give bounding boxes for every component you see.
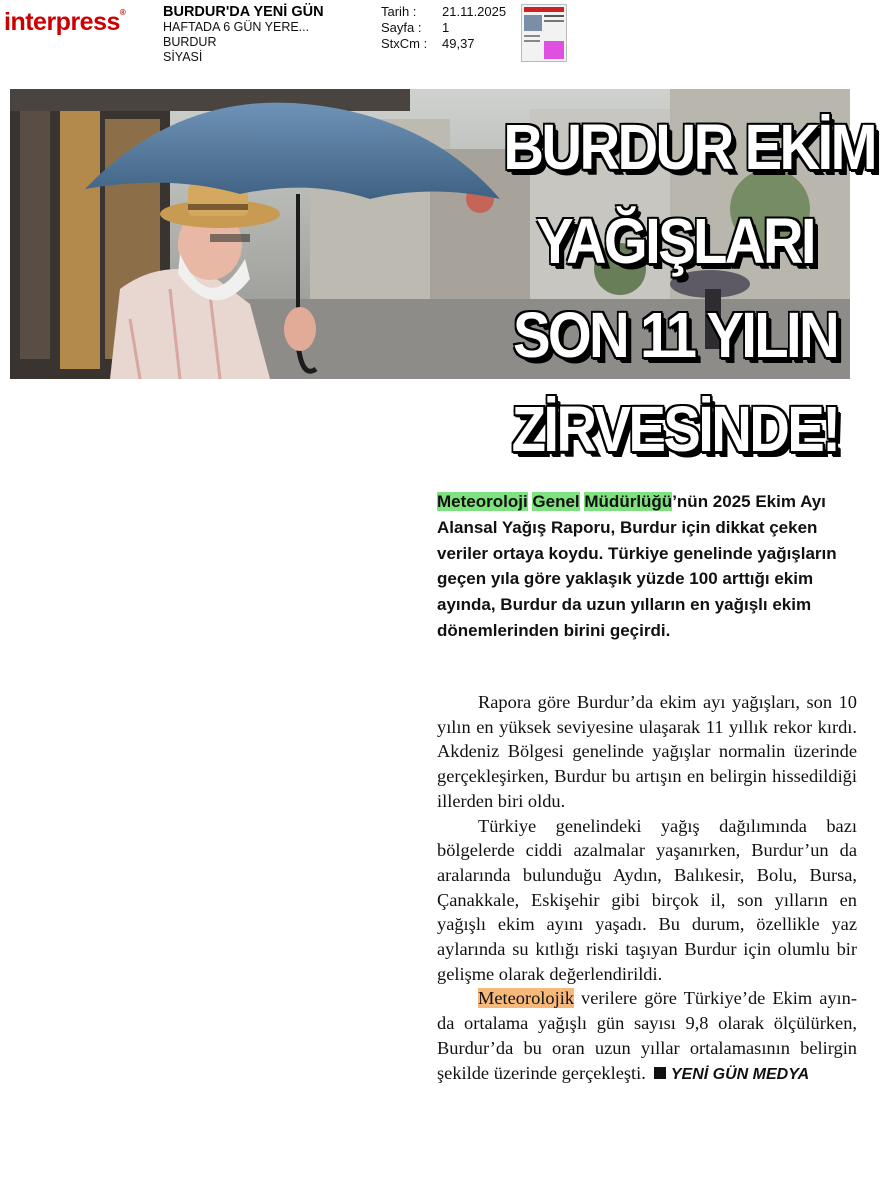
publication-info — [163, 5, 324, 65]
headline — [503, 100, 875, 476]
signature-text: YENİ GÜN MEDYA — [670, 1065, 810, 1083]
headline-line-3: SON 11 YILIN — [512, 299, 838, 371]
body-paragraph-1: Rapora göre Burdur’da ekim ayı yağışları, son 10 yılın en yüksek seviyesine ulaşarak 11 yıllık rekor kırdı. Akdeniz Bölgesi genelinde yağışlar normalin üzerinde gerçekleşirken, Burdur bu artışın en belirgin hissedildiği illerden biri oldu. — [437, 692, 857, 811]
newspaper-thumbnail-icon[interactable] — [521, 4, 567, 62]
body-paragraph-3-text: verilere göre Türkiye’de Ekim ayın- da ortalama yağışlı gün sayısı 9,8 olarak ölçülürken, Burdur’da bu oran uzun yıllar ortalamasının belirgin şekilde üzerinde gerçekleşti. — [437, 988, 857, 1083]
publication-category: SİYASİ — [163, 50, 203, 64]
publication-city: BURDUR — [163, 35, 217, 49]
meta-row-date: Tarih : 21.11.2025 — [381, 4, 507, 19]
headline-line-1: BURDUR EKİM — [503, 111, 875, 183]
meta-row-page: Sayfa : 1 — [381, 20, 450, 35]
body-paragraph-2: Türkiye genelindeki yağış dağılımında bazı bölgelerde ciddi azalmalar yaşanırken, Burdur’un da aralarında bulunduğu Aydın, Balıkesir, Bolu, Bursa, Çanakkale, Eskişehir gibi birçok il, son yılların en yağışlı ekim ayını yaşadı. Bu durum, özellikle yaz aylarında su kıtlığı riski taşıyan Burdur için olumlu bir gelişme olarak değerlendirildi. — [437, 815, 857, 984]
article-body — [437, 690, 857, 1087]
lead-paragraph — [437, 489, 857, 644]
lead-text: ’nün 2025 Ekim Ayı Alansal Yağış Raporu, Burdur için dikkat çeken veriler ortaya koydu. Türkiye genelinde yağışların geçen yıla göre yaklaşık yüzde 100 arttığı ekim ayında, Burdur da uzun yılların en yağışlı ekim dönemlerinden birini geçirdi. — [437, 492, 837, 640]
signature — [654, 1066, 809, 1083]
black-square-icon — [654, 1067, 666, 1079]
interpress-logo: interpress® — [4, 8, 126, 36]
meta-row-size: StxCm : 49,37 — [381, 36, 475, 51]
highlight-meteorolojik: Meteorolojik — [478, 988, 575, 1009]
publication-subtitle: HAFTADA 6 GÜN YERE... — [163, 20, 310, 34]
highlight-meteoroloji: Meteoroloji — [437, 492, 528, 511]
clipping-meta — [381, 4, 506, 52]
body-paragraph-3 — [437, 986, 857, 1087]
headline-line-2: YAĞIŞLARI — [536, 205, 814, 277]
highlight-mudurlugu: Müdürlüğü — [584, 492, 673, 511]
highlight-genel: Genel — [532, 492, 580, 511]
publication-name: BURDUR'DA YENİ GÜN — [163, 4, 324, 20]
headline-line-4: ZİRVESİNDE! — [511, 393, 839, 465]
